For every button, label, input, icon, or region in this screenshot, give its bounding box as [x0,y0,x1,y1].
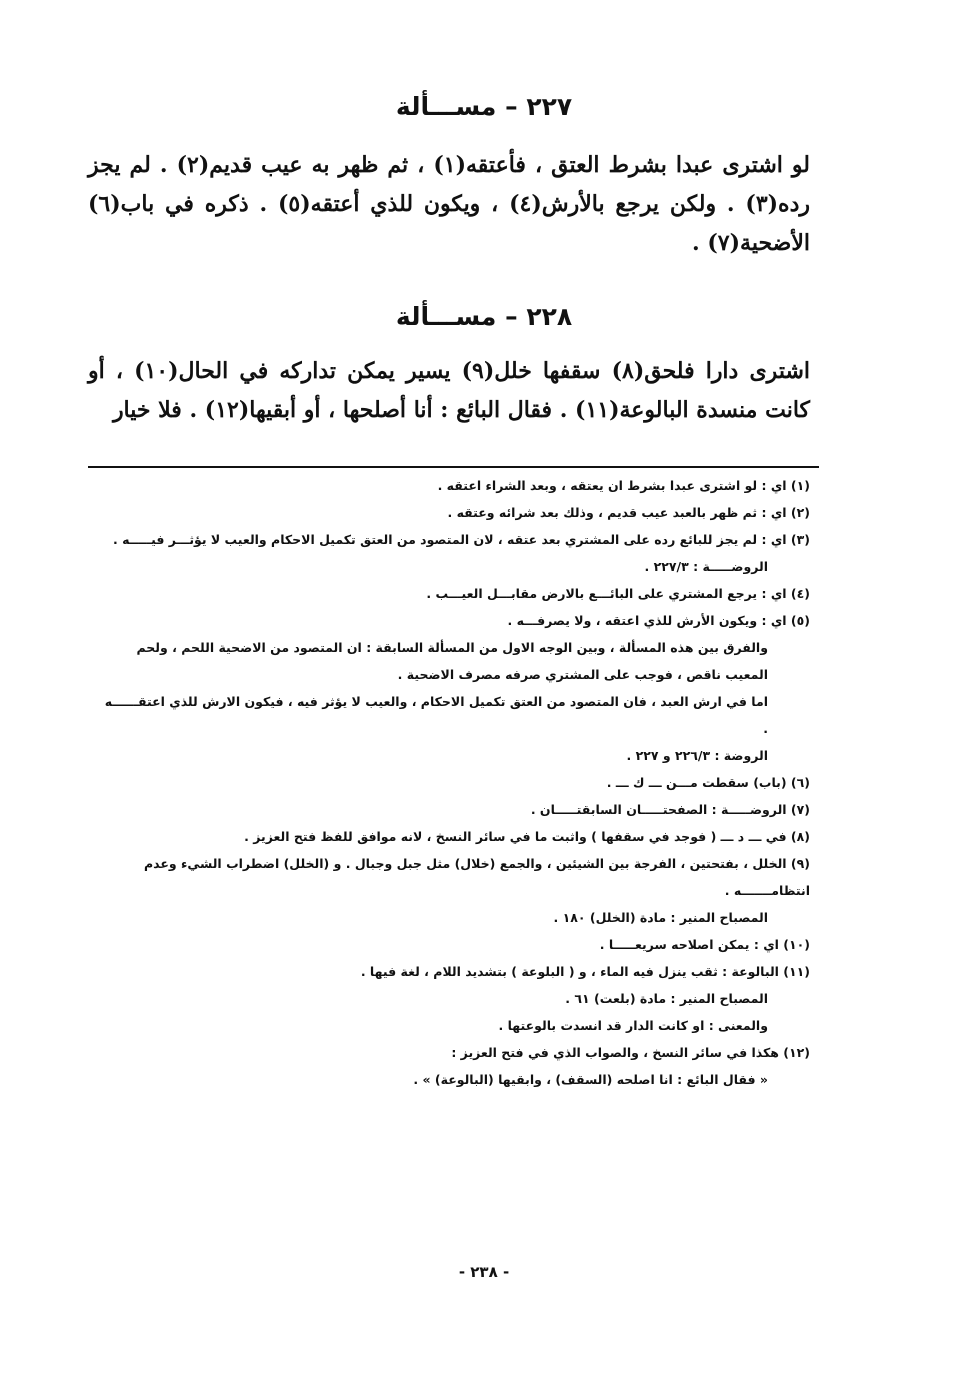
footnote-9-source: المصباح المنير : مادة (الخلل) ١٨٠ . [553,910,768,925]
footnote-4: (٤) اي : يرجع المشتري على البائـــع بالارض مقابـــل العيـــب . [426,586,810,601]
footnote-11-source: المصباح المنير : مادة (بلعت) ٦١ . [565,991,768,1006]
issue-228-text: اشترى دارا فلحق(٨) سقفها خلل(٩) يسير يمكن تداركه في الحال(١٠) ، أو كانت منسدة البالوعة(١١) . فقال البائع : أنا أصلحها ، أو أبقيها(١٢) . فلا خيار [88,358,811,423]
footnote-11: (١١) البالوعة : ثقب ينزل فيه الماء ، و ( البلوعة ) بتشديد اللام ، لغة فيها . [360,964,810,979]
footnote-5-note-b: اما في ارش العبد ، فان المتصود من العتق تكميل الاحكام ، والعيب لا يؤثر فيه ، فيكون الارش للذي اعتقــــــه . [104,694,768,736]
footnote-5-note-a: والفرق بين هذه المسألة ، وبين الوجه الاول من المسألة السابقة : ان المتصود من الاضحية اللحم ، ولحم المعيب ناقص ، فوجب على المشتري صرفه مصرف الاضحية . [136,640,768,682]
footnote-5-source: الروضة : ٢٢٦/٣ و ٢٢٧ . [626,748,768,763]
issue-227-text: لو اشترى عبدا بشرط العتق ، فأعتقه(١) ، ثم ظهر به عيب قديم(٢) . لم يجز رده(٣) . ولكن يرجع بالأرش(٤) ، ويكون للذي أعتقه(٥) . ذكره في باب(٦) الأضحية(٧) . [88,152,811,256]
footnote-divider [88,466,819,468]
footnotes-section [98,472,810,1093]
footnote-12-quote: « فقال البائع : انا اصلحه (السقف) ، وابقيها (البالوعة) » . [413,1072,768,1087]
footnote-9: (٩) الخلل ، بفتحتين ، الفرجة بين الشيئين ، والجمع (خلال) مثل جبل وجبال . و (الخلل) اضطراب الشيء وعدم انتظامـــــــه . [143,856,810,898]
issue-228-heading: ٢٢٨ – مســـألة [395,302,573,331]
footnote-8: (٨) في ـــ د ـــ ( فوجد في سقفها ) واثبت ما في سائر النسخ ، لانه موافق للفظ فتح العزيز . [244,829,810,844]
footnote-11-meaning: والمعنى : او كانت الدار قد انسدت بالوعتها . [498,1018,768,1033]
footnote-10: (١٠) اي : يمكن اصلاحه سريعـــــا . [599,937,810,952]
issue-227-heading: ٢٢٧ – مســـألة [395,92,573,121]
footnote-5: (٥) اي : ويكون الأرش للذي اعتقه ، ولا يصرفـــه . [507,613,810,628]
footnote-2: (٢) اي : ثم ظهر بالعبد عيب قديم ، وذلك بعد شرائه وعتقه . [447,505,810,520]
footnote-3-source: الروضـــــة : ٢٢٧/٣ . [644,559,768,574]
footnote-3: (٣) اي : لم يجز للبائع رده على المشتري بعد عتقه ، لان المتصود من العتق تكميل الاحكام والعيب لا يؤثـــر فيـــــه . [113,532,810,547]
footnote-12: (١٢) هكذا في سائر النسخ ، والصواب الذي في فتح العزيز : [451,1045,810,1060]
footnote-7: (٧) الروضـــــة : الصفحتـــــان السابقتـــــان . [530,802,810,817]
footnote-6: (٦) (باب) سقطت مـــن ـــ ك ـــ . [606,775,810,790]
page-number: - ٢٣٨ - [458,1263,510,1281]
footnote-1: (١) اي : لو اشترى عبدا بشرط ان يعتقه ، وبعد الشراء اعتقه . [437,478,810,493]
